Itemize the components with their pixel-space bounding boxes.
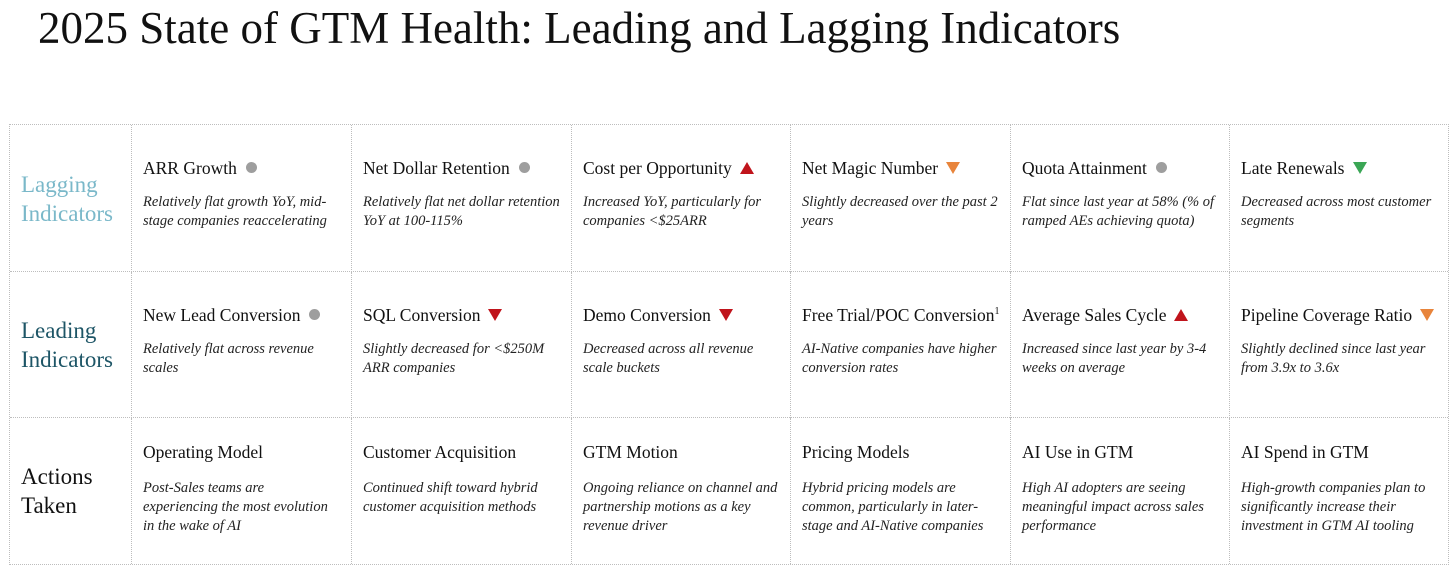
- metric-name: New Lead Conversion: [143, 305, 301, 325]
- action-description: Post-Sales teams are experiencing the most evolution in the wake of AI: [143, 480, 328, 534]
- metric-name: Net Dollar Retention: [363, 158, 510, 178]
- metric-description: Decreased across most customer segments: [1241, 194, 1432, 229]
- metric-title: [363, 304, 561, 326]
- row-leading-indicators: [10, 271, 1448, 418]
- metric-title: [363, 157, 561, 179]
- metric-name: ARR Growth: [143, 158, 237, 178]
- down-triangle-icon: [946, 162, 960, 174]
- metric-description: Increased YoY, particularly for companies <$25ARR: [583, 194, 762, 229]
- row-label-line: Actions: [21, 464, 93, 489]
- metric-name: Late Renewals: [1241, 158, 1345, 178]
- flat-dot-icon: [308, 309, 322, 321]
- metric-description: Relatively flat net dollar retention YoY at 100-115%: [363, 194, 560, 229]
- action-name: Pricing Models: [802, 442, 910, 462]
- metric-description: Slightly declined since last year from 3.9x to 3.6x: [1241, 341, 1426, 376]
- metric-title: [1022, 157, 1219, 179]
- row-label-line: Lagging: [21, 171, 98, 197]
- metric-description: Relatively flat across revenue scales: [143, 341, 314, 376]
- metric-title: [143, 304, 341, 326]
- row-label-line: Indicators: [21, 200, 113, 226]
- footnote-marker: 1: [994, 306, 1000, 318]
- up-triangle-icon: [740, 162, 754, 174]
- metric-name: SQL Conversion: [363, 305, 481, 325]
- action-description: High-growth companies plan to significantly increase their investment in GTM AI tooling: [1241, 480, 1426, 534]
- row-label-actions: [10, 418, 132, 564]
- flat-dot-icon: [518, 162, 532, 174]
- down-triangle-icon: [719, 309, 733, 321]
- metric-name: Quota Attainment: [1022, 158, 1147, 178]
- action-name: GTM Motion: [583, 442, 678, 462]
- metric-description: Flat since last year at 58% (% of ramped AEs achieving quota): [1022, 194, 1215, 229]
- action-title: [583, 441, 780, 463]
- action-title: [1022, 441, 1219, 463]
- action-description: Ongoing reliance on channel and partnership motions as a key revenue driver: [583, 480, 778, 534]
- metric-title: [1241, 304, 1438, 326]
- down-triangle-icon: [1353, 162, 1367, 174]
- row-label-line: Indicators: [21, 347, 113, 372]
- metric-cell: [1011, 272, 1230, 418]
- metric-cell: [572, 272, 791, 418]
- flat-dot-icon: [245, 162, 259, 174]
- action-title: [1241, 441, 1438, 463]
- down-triangle-icon: [1420, 309, 1434, 321]
- row-label-lagging: [10, 125, 132, 272]
- action-name: AI Use in GTM: [1022, 442, 1134, 462]
- action-cell: [572, 418, 791, 564]
- row-lagging-indicators: [10, 125, 1448, 272]
- metric-description: Slightly decreased for <$250M ARR companies: [363, 341, 545, 376]
- action-name: AI Spend in GTM: [1241, 442, 1369, 462]
- metric-cell: [1011, 125, 1230, 272]
- action-description: Hybrid pricing models are common, particularly in later-stage and AI-Native companies: [802, 480, 984, 534]
- action-name: Customer Acquisition: [363, 442, 517, 462]
- metric-cell: [1230, 125, 1448, 272]
- row-actions-taken: [10, 417, 1448, 564]
- indicator-table: [9, 124, 1449, 565]
- metric-cell: [572, 125, 791, 272]
- metric-title: [802, 304, 1000, 326]
- metric-cell: [791, 272, 1011, 418]
- action-title: [143, 441, 341, 463]
- metric-cell: [1230, 272, 1448, 418]
- row-label-line: Leading: [21, 318, 97, 343]
- action-cell: [1011, 418, 1230, 564]
- metric-description: Increased since last year by 3-4 weeks on average: [1022, 341, 1207, 376]
- metric-title: [143, 157, 341, 179]
- page-title: 2025 State of GTM Health: Leading and Lagging Indicators: [38, 3, 1121, 53]
- action-cell: [791, 418, 1011, 564]
- action-name: Operating Model: [143, 442, 264, 462]
- metric-cell: [791, 125, 1011, 272]
- down-triangle-icon: [488, 309, 502, 321]
- up-triangle-icon: [1174, 309, 1188, 321]
- metric-name: Demo Conversion: [583, 305, 711, 325]
- metric-title: [583, 304, 780, 326]
- action-cell: [132, 418, 352, 564]
- metric-description: Relatively flat growth YoY, mid-stage companies reaccelerating: [143, 194, 327, 229]
- metric-title: [583, 157, 780, 179]
- metric-cell: [132, 125, 352, 272]
- metric-title: [1241, 157, 1438, 179]
- metric-description: AI-Native companies have higher conversion rates: [802, 341, 997, 376]
- metric-title: [802, 157, 1000, 179]
- action-description: High AI adopters are seeing meaningful impact across sales performance: [1022, 480, 1204, 534]
- flat-dot-icon: [1155, 162, 1169, 174]
- metric-name: Pipeline Coverage Ratio: [1241, 305, 1413, 325]
- metric-name: Cost per Opportunity: [583, 158, 732, 178]
- metric-name: Average Sales Cycle: [1022, 305, 1167, 325]
- action-title: [802, 441, 1000, 463]
- action-cell: [1230, 418, 1448, 564]
- metric-description: Slightly decreased over the past 2 years: [802, 194, 998, 229]
- metric-title: [1022, 304, 1219, 326]
- action-title: [363, 441, 561, 463]
- row-label-line: Taken: [21, 493, 77, 518]
- metric-description: Decreased across all revenue scale buckets: [583, 341, 754, 376]
- metric-name-text: Free Trial/POC Conversion: [802, 305, 995, 325]
- row-label-leading: [10, 272, 132, 418]
- metric-cell: [352, 125, 572, 272]
- metric-name: Net Magic Number: [802, 158, 939, 178]
- metric-cell: [132, 272, 352, 418]
- action-cell: [352, 418, 572, 564]
- action-description: Continued shift toward hybrid customer acquisition methods: [363, 480, 538, 515]
- metric-cell: [352, 272, 572, 418]
- metric-name: [802, 304, 1000, 326]
